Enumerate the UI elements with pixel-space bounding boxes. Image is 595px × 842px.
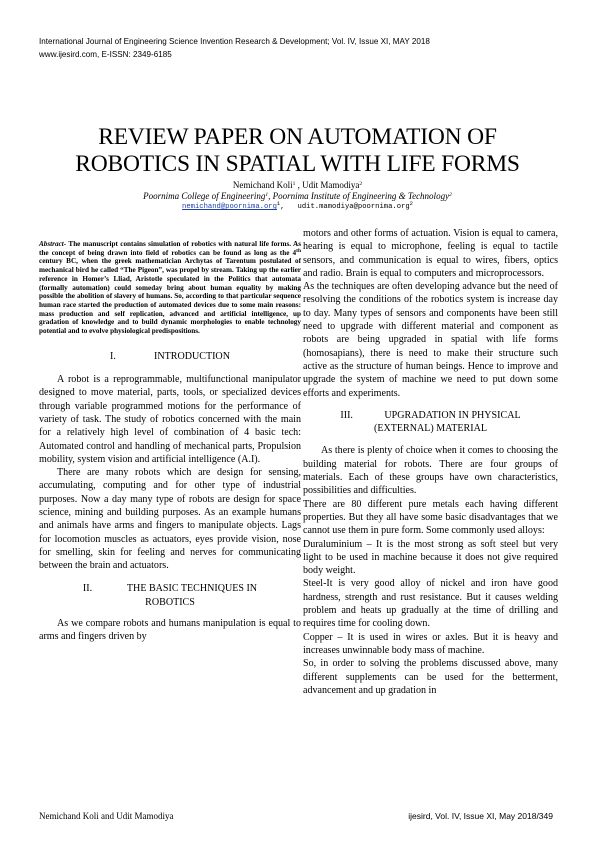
left-column xyxy=(39,228,301,644)
affiliation-1: Poornima College of Engineering xyxy=(143,191,266,201)
email-link-1[interactable]: nemichand@poornima.org xyxy=(182,203,277,211)
abstract-superscript: th xyxy=(296,247,301,254)
affiliation-2: Poornima Institute of Engineering & Technology xyxy=(272,191,450,201)
section-1-title: INTRODUCTION xyxy=(154,350,230,362)
author-emails xyxy=(0,202,595,212)
solution-paragraph: So, in order to solving the problems discussed above, many different supplements can be used for the betterment, advancement and up gradation in xyxy=(303,658,558,696)
author-2-sup: 2 xyxy=(359,181,363,187)
affiliations xyxy=(0,191,595,201)
footer-citation: ijesird, Vol. IV, Issue XI, May 2018/349 xyxy=(408,811,553,821)
author-separator: , xyxy=(295,180,303,190)
copper-paragraph: Copper – It is used in wires or axles. But it is heavy and increases unwinnable body mass of machine. xyxy=(303,631,558,656)
author-2: Udit Mamodiya xyxy=(302,180,360,190)
right-paragraph-1: motors and other forms of actuation. Vision is equal to camera, hearing is equal to microphone, feeling is equal to tactile sensors, and communication is equal to wires, fibers, optics and radio. Brain is equal to computers and microprocessors. xyxy=(303,228,558,279)
section-heading-3 xyxy=(303,409,558,422)
techniques-paragraph-1: As we compare robots and humans manipulation is equal to arms and fingers driven by xyxy=(39,618,301,643)
section-1-number: I. xyxy=(110,350,116,362)
footer-authors: Nemichand Koli and Udit Mamodiya xyxy=(39,811,174,821)
affiliation-2-sup: 2 xyxy=(449,192,452,198)
intro-paragraph-1: A robot is a reprogrammable, multifunctional manipulator designed to move material, parts, tools, or specialized devices through variable programmed motions for the performance of variety of task. The study of robotics concerned with the main for a relatively high level of combination of 4 basic tech: Automated control and handling of mechanical parts, Propulsion mobility, system vision and artificial intelligence (A.I). xyxy=(39,374,301,465)
section-2-title-b: ROBOTICS xyxy=(145,596,195,608)
section-2-number: II. xyxy=(82,583,93,595)
abstract-label: Abstract- xyxy=(39,240,67,248)
materials-paragraph-1: As there is plenty of choice when it comes to choosing the building material for robots. There are four groups of materials. Each of these groups have own characteristics, possibilities and difficulties. xyxy=(303,445,558,497)
journal-website-issn: www.ijesird.com, E-ISSN: 2349-6185 xyxy=(39,50,172,59)
abstract-text-a: The manuscript contains simulation of robotics with natural life forms. As the concept of being drawn into field of robotics can be found as long as the 4 xyxy=(39,240,301,257)
abstract xyxy=(39,240,301,336)
author-1: Nemichand Koli xyxy=(232,180,293,190)
section-3-title-a: UPGRADATION IN PHYSICAL xyxy=(384,409,521,421)
duraluminium-paragraph: Duraluminium – It is the most strong as soft steel but very light to be used in machine because it does not give required body weight. xyxy=(303,538,558,577)
email-2: udit.mamodiya@poornima.org xyxy=(297,203,410,211)
email-2-sup: 2 xyxy=(409,200,413,207)
journal-header: International Journal of Engineering Science Invention Research & Development; Vol. IV, Issue XI, MAY 2018 xyxy=(39,37,430,46)
affiliation-separator: , xyxy=(268,191,273,201)
section-heading-2 xyxy=(39,582,301,595)
abstract-text-b: century BC, when the greek mathematician Archytas of Tarentum postulated of mechanical bird he called “The Pigeon”, was propel by stream. Taking up the earlier reference in Homer’s Lliad, Aristotle speculated in the Politics that automata (formally automation) could someday bring about human equality by making possible the abolition of slavery of humans. So, according to that particular sequence human race started the production of automated devices due to some main reasons: mass production and self replication, advanced and artificial intelligence, up gradation of knowledge and to build dynamic morphologies to enable technology potential and to evolve physiological predispositions. xyxy=(39,257,301,336)
affiliation-1-sup: 1 xyxy=(265,192,269,198)
section-2-title-a: THE BASIC TECHNIQUES IN xyxy=(126,583,258,595)
right-paragraph-2: As the techniques are often developing advance but the need of resolving the conditions of the robotics system is increase day to day. Many types of sensors and components have been still need to upgrade with different material and component as robots are being upgraded in spatial with life forms (homosapians), there is need to make their structure such active as the structure of human beings. Hence to improve and upgrade the system of machine we need to put down some efforts and experiments. xyxy=(303,281,558,399)
right-column xyxy=(303,227,558,697)
paper-title-line-2: ROBOTICS IN SPATIAL WITH LIFE FORMS xyxy=(75,151,520,177)
materials-paragraph-2: There are 80 different pure metals each having different properties. But they all have some basic disadvantages that we cannot use them in pure form. Some commonly used alloys: xyxy=(303,498,558,537)
intro-paragraph-2: There are many robots which are design for sensing, accumulating, computing and for other type of industrial purposes. Now a day many type of robots are design for space science, mining and building purposes. As an example humans and animals have arms and fingers to manipulate objects. Lags for locomotion muscles as actuators, eyes provide vision, nose for smelling, skin for feeling and nerves for communicating between the brain and actuators. xyxy=(39,467,301,572)
email-separator: , xyxy=(280,203,298,211)
section-3-number: III. xyxy=(340,409,353,421)
section-3-title-b: (EXTERNAL) MATERIAL xyxy=(373,423,487,435)
section-heading-1 xyxy=(39,350,301,363)
author-list xyxy=(0,180,595,190)
paper-title-line-1: REVIEW PAPER ON AUTOMATION OF xyxy=(98,124,497,150)
steel-paragraph: Steel-It is very good alloy of nickel and iron have good hardness, strength and rust resistance. But it causes welding problem and heats up gradually at the time of drilling and requires time for cooling down. xyxy=(303,578,558,630)
author-1-sup: 1 xyxy=(292,181,296,187)
email-1-sup: 1 xyxy=(276,200,281,207)
